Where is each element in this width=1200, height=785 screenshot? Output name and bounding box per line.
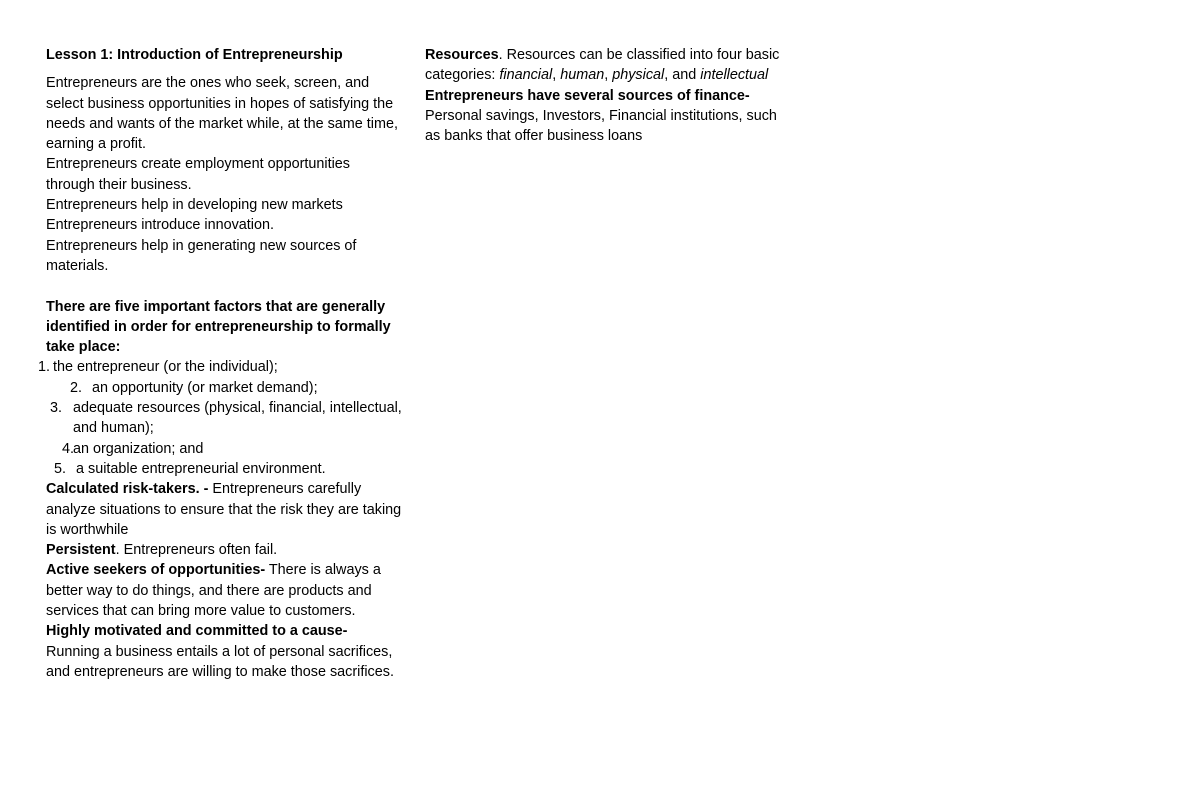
- resources-term: Resources: [425, 47, 499, 63]
- intro-paragraph-2: Entrepreneurs create employment opportunities through their business.: [46, 156, 350, 193]
- factor-item-3: [50, 398, 402, 439]
- factor-number: 3.: [50, 400, 63, 417]
- factor-text: a suitable entrepreneurial environment.: [76, 460, 326, 477]
- factor-text: an organization; and: [73, 440, 204, 457]
- finance-heading: Entrepreneurs have several sources of finance-: [425, 87, 750, 104]
- intro-paragraph-4: Entrepreneurs introduce innovation.: [46, 217, 274, 234]
- trait-term: Calculated risk-takers. -: [46, 481, 209, 498]
- resources-text: . Resources can be classified into four basic categories:: [425, 47, 780, 84]
- intro-paragraph-3: Entrepreneurs help in developing new markets: [46, 197, 343, 214]
- blank-line: [46, 276, 402, 296]
- category-physical: physical: [612, 67, 665, 84]
- factor-text: the entrepreneur (or the individual);: [53, 359, 278, 376]
- intro-paragraph-5: Entrepreneurs help in generating new sources of materials.: [46, 237, 357, 274]
- factor-item-4: [62, 439, 402, 459]
- trait-term: Active seekers of opportunities-: [46, 562, 266, 579]
- trait-opportunity-seekers: [46, 560, 402, 621]
- category-intellectual: intellectual: [700, 67, 769, 84]
- separator: ,: [552, 67, 561, 84]
- factor-number: 1.: [38, 359, 51, 376]
- factor-item-1: [38, 357, 402, 377]
- intro-paragraph-1: Entrepreneurs are the ones who seek, screen, and select business opportunities in hopes of satisfying the needs and wants of the market while, at the same time, earning a profit.: [46, 75, 398, 153]
- factor-item-2: [70, 378, 402, 398]
- trait-term: Persistent: [46, 542, 116, 559]
- factors-list: [38, 357, 402, 479]
- factor-number: 5.: [54, 460, 67, 477]
- trait-persistent: [46, 540, 402, 560]
- category-human: human: [560, 67, 605, 84]
- trait-description: Running a business entails a lot of personal sacrifices, and entrepreneurs are willing to make those sacrifices.: [46, 643, 394, 680]
- factor-text: adequate resources (physical, financial, intellectual, and human);: [73, 400, 402, 437]
- factor-number: 2.: [70, 379, 83, 396]
- category-financial: financial: [499, 67, 553, 84]
- separator: ,: [604, 67, 613, 84]
- right-column: [425, 45, 795, 146]
- factor-item-5: [54, 459, 402, 479]
- factor-text: an opportunity (or market demand);: [92, 379, 318, 396]
- trait-term: Highly motivated and committed to a cause-: [46, 623, 348, 640]
- left-column: [38, 45, 402, 682]
- trait-motivated: [46, 621, 402, 682]
- resources-paragraph: [425, 45, 795, 86]
- lesson-title: Lesson 1: Introduction of Entrepreneurship: [46, 47, 343, 63]
- finance-text: Personal savings, Investors, Financial institutions, such as banks that offer business loans: [425, 107, 777, 145]
- factors-heading: There are five important factors that are generally identified in order for entrepreneurship to formally take place:: [46, 298, 391, 356]
- trait-description: There is always a better way to do things, and there are products and services that can bring more value to customers.: [46, 562, 381, 620]
- factor-number: 4.: [62, 440, 75, 457]
- trait-risk-takers: [46, 479, 402, 540]
- trait-description: . Entrepreneurs often fail.: [115, 542, 278, 559]
- separator: , and: [664, 67, 701, 84]
- trait-description: Entrepreneurs carefully analyze situations to ensure that the risk they are taking is worthwhile: [46, 481, 402, 538]
